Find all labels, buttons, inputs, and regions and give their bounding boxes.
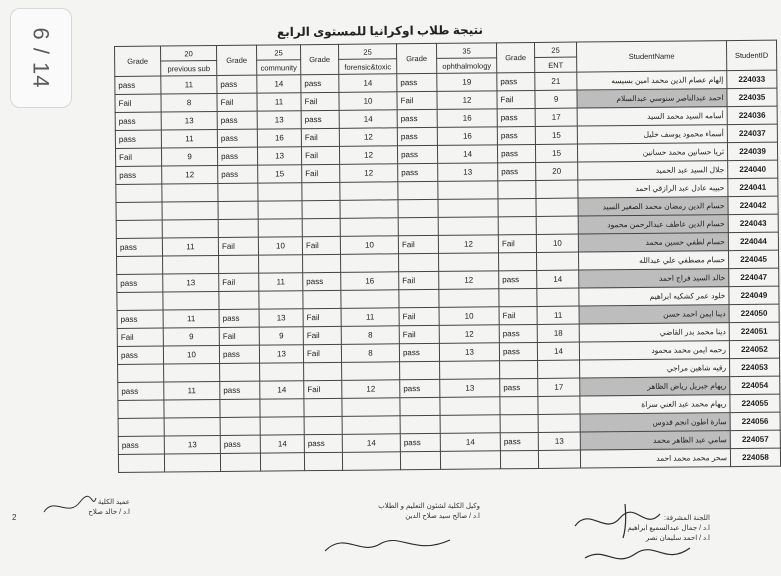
- grade-cell: pass: [499, 324, 537, 342]
- student-name-cell: خلود عمر كشكيه ابراهيم: [579, 287, 729, 306]
- score-cell: [164, 453, 220, 472]
- score-cell: [162, 220, 218, 239]
- score-cell: [258, 219, 302, 237]
- score-cell: [342, 416, 400, 435]
- grade-cell: pass: [117, 310, 163, 328]
- student-id-cell: 224042: [728, 196, 778, 214]
- grade-cell: [118, 454, 164, 472]
- grade-cell: Fail: [219, 327, 259, 345]
- score-cell: 14: [260, 381, 304, 399]
- score-cell: 13: [164, 435, 220, 454]
- score-cell: 11: [161, 76, 217, 95]
- grade-cell: [302, 200, 340, 218]
- score-cell: [438, 199, 498, 218]
- student-name-cell: أسامه السيد محمد السيد: [577, 107, 727, 126]
- score-cell: 14: [260, 435, 304, 453]
- grade-cell: [302, 218, 340, 236]
- grade-cell: pass: [301, 110, 339, 128]
- score-cell: 11: [164, 382, 220, 401]
- score-cell: 16: [257, 129, 301, 147]
- grade-cell: pass: [400, 379, 440, 397]
- score-cell: 10: [339, 92, 397, 111]
- score-cell: 9: [535, 90, 577, 108]
- grade-cell: [399, 289, 439, 307]
- grade-cell: [219, 255, 259, 273]
- score-cell: 13: [257, 147, 301, 165]
- score-cell: 14: [537, 270, 579, 288]
- score-cell: [537, 252, 579, 270]
- grade-cell: Fail: [115, 148, 161, 166]
- header-max-score: 25: [534, 42, 576, 57]
- student-name-cell: رقيه شاهين مراجي: [580, 359, 730, 378]
- grade-cell: [118, 400, 164, 418]
- student-id-cell: 224041: [728, 178, 778, 196]
- student-id-cell: 224058: [730, 448, 780, 466]
- grade-cell: pass: [116, 238, 162, 256]
- score-cell: 11: [162, 238, 218, 257]
- score-cell: [536, 216, 578, 234]
- score-cell: [164, 364, 220, 383]
- vice-dean-signature-block: [300, 502, 480, 522]
- student-name-cell: جلال السيد عبد الحميد: [578, 161, 728, 180]
- grade-cell: pass: [219, 345, 259, 363]
- grade-cell: pass: [497, 108, 535, 126]
- grade-cell: [220, 453, 260, 471]
- results-sheet: [114, 40, 781, 473]
- score-cell: [340, 182, 398, 201]
- grade-cell: pass: [217, 111, 257, 129]
- grade-cell: pass: [303, 272, 341, 290]
- header-subject-ent: ENT: [535, 57, 577, 72]
- student-name-cell: ثريا حسانين محمد حسانين: [577, 143, 727, 162]
- score-cell: [162, 202, 218, 221]
- score-cell: 12: [340, 164, 398, 183]
- header-max-score: 35: [436, 43, 496, 59]
- grade-cell: [498, 216, 536, 234]
- grade-cell: pass: [219, 309, 259, 327]
- student-name-cell: سامي عبد الظاهر محمد: [580, 431, 730, 450]
- student-id-cell: 224051: [729, 322, 779, 340]
- vice-dean-title: وكيل الكلية لشئون التعليم و الطلاب: [378, 503, 480, 510]
- score-cell: 10: [439, 307, 499, 326]
- grade-cell: Fail: [117, 328, 163, 346]
- student-id-cell: 224035: [727, 88, 777, 106]
- grade-cell: [500, 360, 538, 378]
- grade-cell: [398, 199, 438, 217]
- student-name-cell: حسام الدين عاطف عبدالرحمن محمود: [578, 215, 728, 234]
- grade-cell: [304, 416, 342, 434]
- student-name-cell: دينا محمد بدر القاضي: [579, 323, 729, 342]
- header-grade: Grade: [496, 42, 534, 72]
- score-cell: 14: [339, 110, 397, 129]
- grade-cell: [116, 202, 162, 220]
- grade-cell: pass: [499, 270, 537, 288]
- score-cell: [259, 291, 303, 309]
- score-cell: 14: [537, 342, 579, 360]
- score-cell: 14: [437, 145, 497, 164]
- signature-area: [0, 490, 761, 576]
- score-cell: 13: [259, 309, 303, 327]
- grade-cell: Fail: [301, 92, 339, 110]
- grade-cell: pass: [217, 75, 257, 93]
- score-cell: [538, 450, 580, 468]
- score-cell: [538, 414, 580, 432]
- student-id-cell: 224054: [730, 376, 780, 394]
- grade-cell: pass: [397, 73, 437, 91]
- score-cell: 13: [439, 343, 499, 362]
- score-cell: 14: [257, 75, 301, 93]
- score-cell: 17: [538, 378, 580, 396]
- header-max-score: 20: [161, 46, 217, 62]
- score-cell: 12: [339, 128, 397, 147]
- score-cell: [342, 362, 400, 381]
- grade-cell: Fail: [115, 94, 161, 112]
- student-name-cell: حسام الدين رمضان محمد الصغير السيد: [578, 197, 728, 216]
- score-cell: [163, 256, 219, 275]
- grade-cell: Fail: [398, 235, 438, 253]
- score-cell: [341, 290, 399, 309]
- score-cell: 12: [339, 146, 397, 165]
- grade-cell: pass: [115, 130, 161, 148]
- grade-cell: pass: [118, 382, 164, 400]
- grade-cell: [218, 183, 258, 201]
- grade-cell: [219, 291, 259, 309]
- grade-cell: pass: [400, 433, 440, 451]
- score-cell: 12: [439, 325, 499, 344]
- student-name-cell: حسام مصطفي علي عبدالله: [578, 251, 728, 270]
- score-cell: [538, 396, 580, 414]
- committee-member-1: ا.د / جمال عبدالسميع ابراهيم: [627, 525, 710, 532]
- score-cell: 11: [257, 93, 301, 111]
- score-cell: [260, 453, 304, 471]
- grade-cell: pass: [398, 163, 438, 181]
- grade-cell: pass: [220, 435, 260, 453]
- grade-cell: pass: [499, 342, 537, 360]
- dean-title: عميد الكلية: [97, 499, 130, 506]
- grade-cell: Fail: [499, 306, 537, 324]
- results-body: [115, 70, 781, 472]
- student-id-cell: 224039: [727, 142, 777, 160]
- header-grade: Grade: [300, 44, 338, 74]
- score-cell: 11: [259, 273, 303, 291]
- grade-cell: Fail: [302, 164, 340, 182]
- score-cell: [536, 180, 578, 198]
- grade-cell: pass: [217, 147, 257, 165]
- student-name-cell: سحر محمد محمد احمد: [580, 449, 730, 468]
- grade-cell: pass: [500, 432, 538, 450]
- score-cell: [260, 417, 304, 435]
- grade-cell: [398, 181, 438, 199]
- grade-cell: pass: [498, 162, 536, 180]
- committee-label: اللجنة المشرفة:: [664, 515, 710, 522]
- grade-cell: pass: [500, 378, 538, 396]
- grade-cell: Fail: [219, 273, 259, 291]
- student-name-cell: احمد عبدالناصر سنوسي عبدالسلام: [577, 89, 727, 108]
- student-id-cell: 224040: [728, 160, 778, 178]
- score-cell: [440, 415, 500, 434]
- score-cell: 18: [537, 324, 579, 342]
- grade-cell: pass: [118, 436, 164, 454]
- student-id-cell: 224043: [728, 214, 778, 232]
- document-title: نتيجة طلاب اوكرانيا للمستوى الرابع: [276, 22, 484, 40]
- grade-cell: pass: [497, 144, 535, 162]
- student-id-cell: 224037: [727, 124, 777, 142]
- score-cell: [258, 183, 302, 201]
- grade-cell: Fail: [303, 308, 341, 326]
- grade-cell: [400, 415, 440, 433]
- score-cell: 11: [163, 310, 219, 329]
- student-name-cell: ريهام جبريل رياض الظاهر: [580, 377, 730, 396]
- score-cell: 12: [162, 166, 218, 185]
- score-cell: 12: [439, 271, 499, 290]
- grade-cell: [399, 253, 439, 271]
- score-cell: 8: [341, 326, 399, 345]
- grade-cell: pass: [304, 434, 342, 452]
- grade-cell: pass: [397, 145, 437, 163]
- grade-cell: [498, 180, 536, 198]
- grade-cell: [118, 418, 164, 436]
- header-subject-previous-sub: previous sub: [161, 61, 217, 77]
- page-number: 2: [12, 513, 17, 522]
- score-cell: 10: [536, 234, 578, 252]
- grade-cell: pass: [397, 127, 437, 145]
- grade-cell: Fail: [303, 344, 341, 362]
- grade-cell: [303, 254, 341, 272]
- grade-cell: [398, 217, 438, 235]
- score-cell: 11: [537, 306, 579, 324]
- header-subject-ophthalmology: ophthalmology: [437, 58, 497, 74]
- grade-cell: [303, 290, 341, 308]
- student-name-cell: حسام لطفي حسين محمد: [578, 233, 728, 252]
- score-cell: [162, 184, 218, 203]
- grade-cell: Fail: [302, 236, 340, 254]
- grade-cell: Fail: [399, 271, 439, 289]
- grade-cell: Fail: [399, 325, 439, 343]
- header-max-score: 25: [256, 45, 300, 60]
- score-cell: [438, 217, 498, 236]
- grade-cell: Fail: [397, 91, 437, 109]
- header-grade: Grade: [115, 46, 161, 76]
- grade-cell: pass: [115, 112, 161, 130]
- score-cell: [438, 181, 498, 200]
- score-cell: 12: [437, 91, 497, 110]
- grade-cell: Fail: [399, 307, 439, 325]
- results-table: [114, 40, 781, 473]
- student-id-cell: 224052: [729, 340, 779, 358]
- grade-cell: [400, 397, 440, 415]
- score-cell: [260, 399, 304, 417]
- score-cell: 14: [339, 74, 397, 93]
- score-cell: [260, 363, 304, 381]
- score-cell: [258, 201, 302, 219]
- score-cell: 13: [259, 345, 303, 363]
- score-cell: 17: [535, 108, 577, 126]
- committee-handwritten-signature: [565, 496, 705, 576]
- header-grade: Grade: [217, 45, 257, 75]
- dean-name: ا.د / خالد صلاح: [88, 509, 130, 516]
- grade-cell: Fail: [304, 380, 342, 398]
- score-cell: [538, 360, 580, 378]
- score-cell: 13: [257, 111, 301, 129]
- grade-cell: pass: [117, 346, 163, 364]
- grade-cell: [500, 450, 538, 468]
- student-id-cell: 224045: [728, 250, 778, 268]
- student-id-cell: 224044: [728, 232, 778, 250]
- score-cell: [440, 361, 500, 380]
- student-name-cell: حبيبه عادل عبد الرازقي احمد: [578, 179, 728, 198]
- score-cell: 8: [341, 344, 399, 363]
- grade-cell: [304, 452, 342, 470]
- score-cell: 9: [161, 148, 217, 167]
- score-cell: 8: [161, 94, 217, 113]
- score-cell: [259, 255, 303, 273]
- student-id-cell: 224057: [730, 430, 780, 448]
- student-name-cell: دينا ايمن احمد حسن: [579, 305, 729, 324]
- score-cell: [340, 218, 398, 237]
- score-cell: 15: [535, 144, 577, 162]
- student-id-cell: 224047: [729, 268, 779, 286]
- vice-dean-name: ا.د / صالح سيد صلاح الدين: [405, 513, 480, 520]
- score-cell: 13: [438, 163, 498, 182]
- score-cell: 13: [163, 274, 219, 293]
- grade-cell: Fail: [217, 93, 257, 111]
- score-cell: 20: [536, 162, 578, 180]
- page-counter: 6 / 14: [10, 8, 72, 108]
- score-cell: 11: [161, 130, 217, 149]
- score-cell: [341, 254, 399, 273]
- grade-cell: Fail: [301, 146, 339, 164]
- score-cell: [439, 289, 499, 308]
- grade-cell: [500, 396, 538, 414]
- student-id-cell: 224049: [729, 286, 779, 304]
- score-cell: 11: [341, 308, 399, 327]
- grade-cell: [116, 184, 162, 202]
- grade-cell: pass: [218, 165, 258, 183]
- grade-cell: [220, 363, 260, 381]
- grade-cell: [400, 451, 440, 469]
- grade-cell: pass: [115, 76, 161, 94]
- grade-cell: pass: [497, 126, 535, 144]
- score-cell: [164, 417, 220, 436]
- grade-cell: [500, 414, 538, 432]
- grade-cell: [220, 399, 260, 417]
- score-cell: 15: [535, 126, 577, 144]
- grade-cell: Fail: [301, 128, 339, 146]
- score-cell: 13: [538, 432, 580, 450]
- student-name-cell: سارة اطون انجم قدوس: [580, 413, 730, 432]
- grade-cell: [218, 219, 258, 237]
- grade-cell: [218, 201, 258, 219]
- score-cell: [440, 397, 500, 416]
- grade-cell: pass: [116, 166, 162, 184]
- grade-cell: [118, 364, 164, 382]
- score-cell: [440, 451, 500, 470]
- committee-member-2: ا.د / احمد سليمان نصر: [645, 535, 710, 542]
- grade-cell: [117, 256, 163, 274]
- grade-cell: [304, 398, 342, 416]
- grade-cell: [220, 417, 260, 435]
- student-name-cell: رحمه ايمن محمد محمود: [579, 341, 729, 360]
- grade-cell: [302, 182, 340, 200]
- score-cell: 12: [342, 380, 400, 399]
- grade-cell: Fail: [497, 90, 535, 108]
- score-cell: 16: [341, 272, 399, 291]
- student-name-cell: أسماء محمود يوسف خليل: [577, 125, 727, 144]
- score-cell: 9: [163, 328, 219, 347]
- grade-cell: [498, 198, 536, 216]
- score-cell: 12: [438, 235, 498, 254]
- student-id-cell: 224036: [727, 106, 777, 124]
- grade-cell: pass: [399, 343, 439, 361]
- score-cell: 14: [440, 433, 500, 452]
- header-grade: Grade: [396, 43, 436, 73]
- score-cell: [163, 292, 219, 311]
- score-cell: 10: [163, 346, 219, 365]
- score-cell: [537, 288, 579, 306]
- score-cell: 21: [535, 72, 577, 90]
- vice-dean-handwritten-signature: [320, 526, 460, 566]
- grade-cell: Fail: [303, 326, 341, 344]
- score-cell: 13: [161, 112, 217, 131]
- dean-handwritten-signature: [40, 492, 100, 522]
- score-cell: 10: [258, 237, 302, 255]
- header-student-name: StudentName: [576, 41, 726, 72]
- score-cell: [342, 452, 400, 471]
- score-cell: 14: [342, 434, 400, 453]
- score-cell: [536, 198, 578, 216]
- score-cell: 19: [437, 73, 497, 92]
- student-id-cell: 224053: [730, 358, 780, 376]
- student-name-cell: خالد السيد فراج احمد: [579, 269, 729, 288]
- header-max-score: 25: [338, 44, 396, 60]
- score-cell: [342, 398, 400, 417]
- grade-cell: pass: [397, 109, 437, 127]
- header-student-id: StudentID: [726, 40, 776, 70]
- score-cell: 16: [437, 127, 497, 146]
- student-id-cell: 224056: [730, 412, 780, 430]
- grade-cell: pass: [301, 74, 339, 92]
- student-id-cell: 224055: [730, 394, 780, 412]
- student-id-cell: 224033: [727, 70, 777, 88]
- header-subject-forensic-toxic: forensic&toxic: [339, 59, 397, 75]
- score-cell: 9: [259, 327, 303, 345]
- grade-cell: pass: [117, 274, 163, 292]
- grade-cell: [304, 362, 342, 380]
- score-cell: 15: [258, 165, 302, 183]
- grade-cell: Fail: [218, 237, 258, 255]
- score-cell: 13: [440, 379, 500, 398]
- grade-cell: pass: [220, 381, 260, 399]
- grade-cell: [400, 361, 440, 379]
- grade-cell: pass: [497, 72, 535, 90]
- student-name-cell: ريهام محمد عبد الغني سراة: [580, 395, 730, 414]
- score-cell: 10: [340, 236, 398, 255]
- grade-cell: [499, 288, 537, 306]
- student-name-cell: إلهام عصام الدين محمد امين بسيسه: [577, 71, 727, 90]
- student-id-cell: 224050: [729, 304, 779, 322]
- score-cell: [340, 200, 398, 219]
- grade-cell: pass: [217, 129, 257, 147]
- grade-cell: [499, 252, 537, 270]
- score-cell: [164, 399, 220, 418]
- grade-cell: Fail: [498, 234, 536, 252]
- score-cell: [439, 253, 499, 272]
- score-cell: 16: [437, 109, 497, 128]
- header-subject-community: community: [257, 60, 301, 75]
- grade-cell: [117, 292, 163, 310]
- grade-cell: [116, 220, 162, 238]
